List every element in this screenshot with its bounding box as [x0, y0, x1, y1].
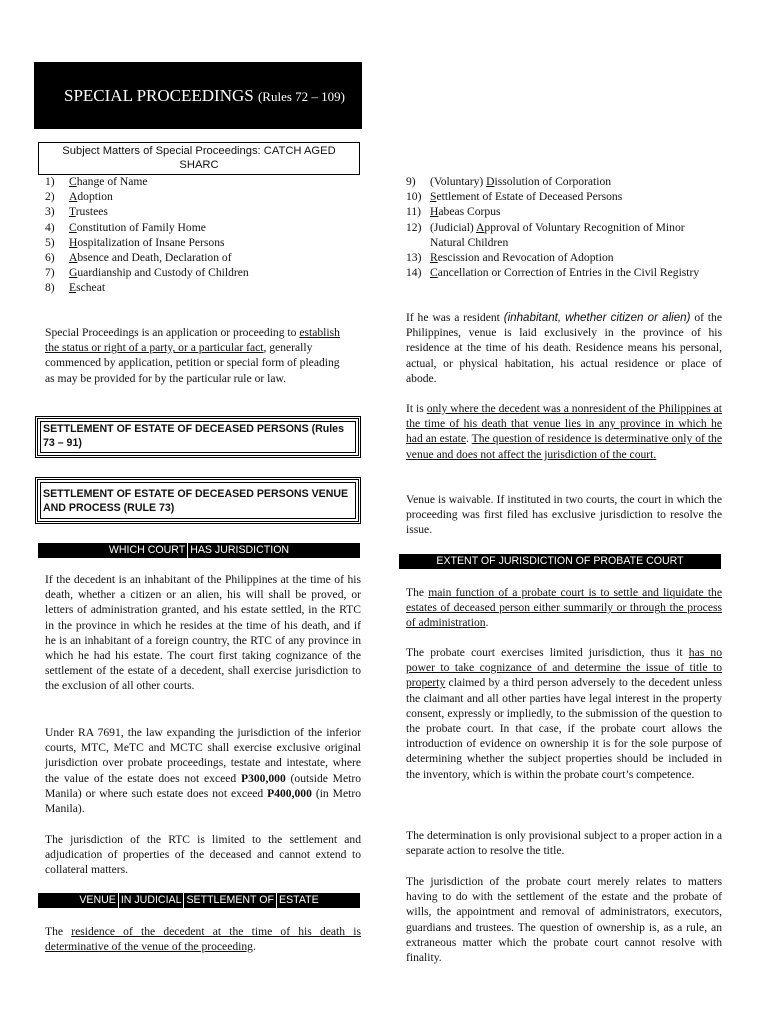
ra7691-paragraph: Under RA 7691, the law expanding the jurisdiction of the inferior courts, MTC, MeTC and MCTC shall exercise exclusive original jurisdiction over probate proceedings, testate and intestate, where the value of the estate does not exceed P300,000 (outside Metro Manila) or where such estate does not exceed P400,000 (in Metro Manila). [45, 726, 361, 816]
title-rules: (Rules 72 – 109) [257, 89, 345, 104]
rtc-paragraph: The jurisdiction of the RTC is limited to the settlement and adjudication of properties of the deceased and cannot extend to collateral matters. [45, 833, 361, 877]
provisional-paragraph: The determination is only provisional subject to a proper action in a separate action to resolve the title. [406, 829, 722, 858]
venue-paragraph: The residence of the decedent at the time of his death is determinative of the venue of the proceeding. [45, 925, 361, 954]
final-paragraph: The jurisdiction of the probate court merely relates to matters having to do with the settlement of the estate and the probate of wills, the appointment and removal of administrators, executors, guardians and trustees. The question of ownership is, as a rule, an extraneous matter which the probate court cannot resolve with finality. [406, 875, 722, 965]
subject-list-left [45, 174, 345, 296]
document-title [64, 86, 345, 106]
section-box-venue-process [35, 477, 361, 524]
list-item: 7) Guardianship and Custody of Children [45, 266, 249, 280]
heading-venue: VENUE IN JUDICIAL SETTLEMENT OF ESTATE [38, 893, 360, 908]
heading-which-court: WHICH COURT HAS JURISDICTION [38, 543, 360, 558]
list-item: 2) Adoption [45, 190, 113, 204]
limited-jurisdiction-paragraph: The probate court exercises limited jurisdiction, thus it has no power to take cognizance of and determine the issue of title to property claimed by a third person adversely to the decedent unless the claimant and all other parties have legal interest in the property consent, expressly or impliedly, to the submission of the question to the probate court. In that case, if the probate court allows the introduction of evidence on ownership it is for the sole purpose of determining whether the subject properties should be included in the inventory, which is within the probate court’s competence. [406, 646, 722, 781]
subject-matters-box [38, 142, 360, 175]
list-item: 1) Change of Name [45, 175, 148, 188]
waivable-paragraph: Venue is waivable. If instituted in two courts, the court in which the proceeding was first filed has exclusive jurisdiction to resolve the issue. [406, 493, 722, 537]
list-item: 6) Absence and Death, Declaration of [45, 251, 232, 265]
main-function-paragraph: The main function of a probate court is to settle and liquidate the estates of deceased person either summarily or through the process of administration. [406, 586, 722, 630]
section-box-settlement-text: SETTLEMENT OF ESTATE OF DECEASED PERSONS (Rules 73 – 91) [40, 421, 356, 453]
list-item: 5) Hospitalization of Insane Persons [45, 235, 225, 249]
jurisdiction-paragraph: If the decedent is an inhabitant of the Philippines at the time of his death, whether a citizen or an alien, his will shall be proved, or letters of administration granted, and his estate settled, in the RTC in the province in which he resides at the time of his death, and if he is an inhabitant of a foreign country, the RTC of any province in which he had his estate. The court first taking cognizance of the settlement of the estate of a decedent, shall exercise jurisdiction to the exclusion of all other courts. [45, 573, 361, 693]
list-item: 10) Settlement of Estate of Deceased Persons [406, 190, 623, 204]
resident-paragraph: If he was a resident (inhabitant, whether citizen or alien) of the Philippines, venue is laid exclusively in the province of his residence at the time of his death. Residence means his personal, actual, or physical habitation, his actual residence or place of abode. [406, 311, 722, 385]
section-box-settlement [35, 416, 361, 458]
nonresident-paragraph: It is only where the decedent was a nonresident of the Philippines at the time of his death that venue lies in any province in which he had an estate. The question of residence is determinative only of the venue and does not affect the jurisdiction of the court. [406, 402, 722, 461]
list-item: 12) (Judicial) Approval of Voluntary Recognition of Minor Natural Children [406, 220, 685, 249]
list-item: 11) Habeas Corpus [406, 205, 501, 219]
heading-extent-jurisdiction: EXTENT OF JURISDICTION OF PROBATE COURT [399, 554, 721, 569]
list-item: 14) Cancellation or Correction of Entries in the Civil Registry [406, 266, 700, 280]
subject-list-right [406, 174, 722, 280]
title-text: SPECIAL PROCEEDINGS [64, 86, 254, 105]
subject-line-2: SHARC [179, 159, 219, 171]
section-box-venue-process-text: SETTLEMENT OF ESTATE OF DECEASED PERSONS VENUE AND PROCESS (RULE 73) [40, 482, 356, 519]
list-item: 13) Rescission and Revocation of Adoption [406, 251, 614, 265]
definition-paragraph: Special Proceedings is an application or proceeding to establish the status or right of a party, or a particular fact, generally commenced by application, petition or special form of pleading as may be provided for by the particular rule or law. [45, 326, 340, 385]
subject-line-1: Subject Matters of Special Proceedings: CATCH AGED [62, 145, 336, 157]
list-item: 8) Escheat [45, 281, 106, 295]
list-item: 4) Constitution of Family Home [45, 220, 206, 234]
document-title-bar [34, 62, 362, 129]
list-item: 9) (Voluntary) Dissolution of Corporation [406, 175, 612, 188]
list-item: 3) Trustees [45, 205, 108, 219]
